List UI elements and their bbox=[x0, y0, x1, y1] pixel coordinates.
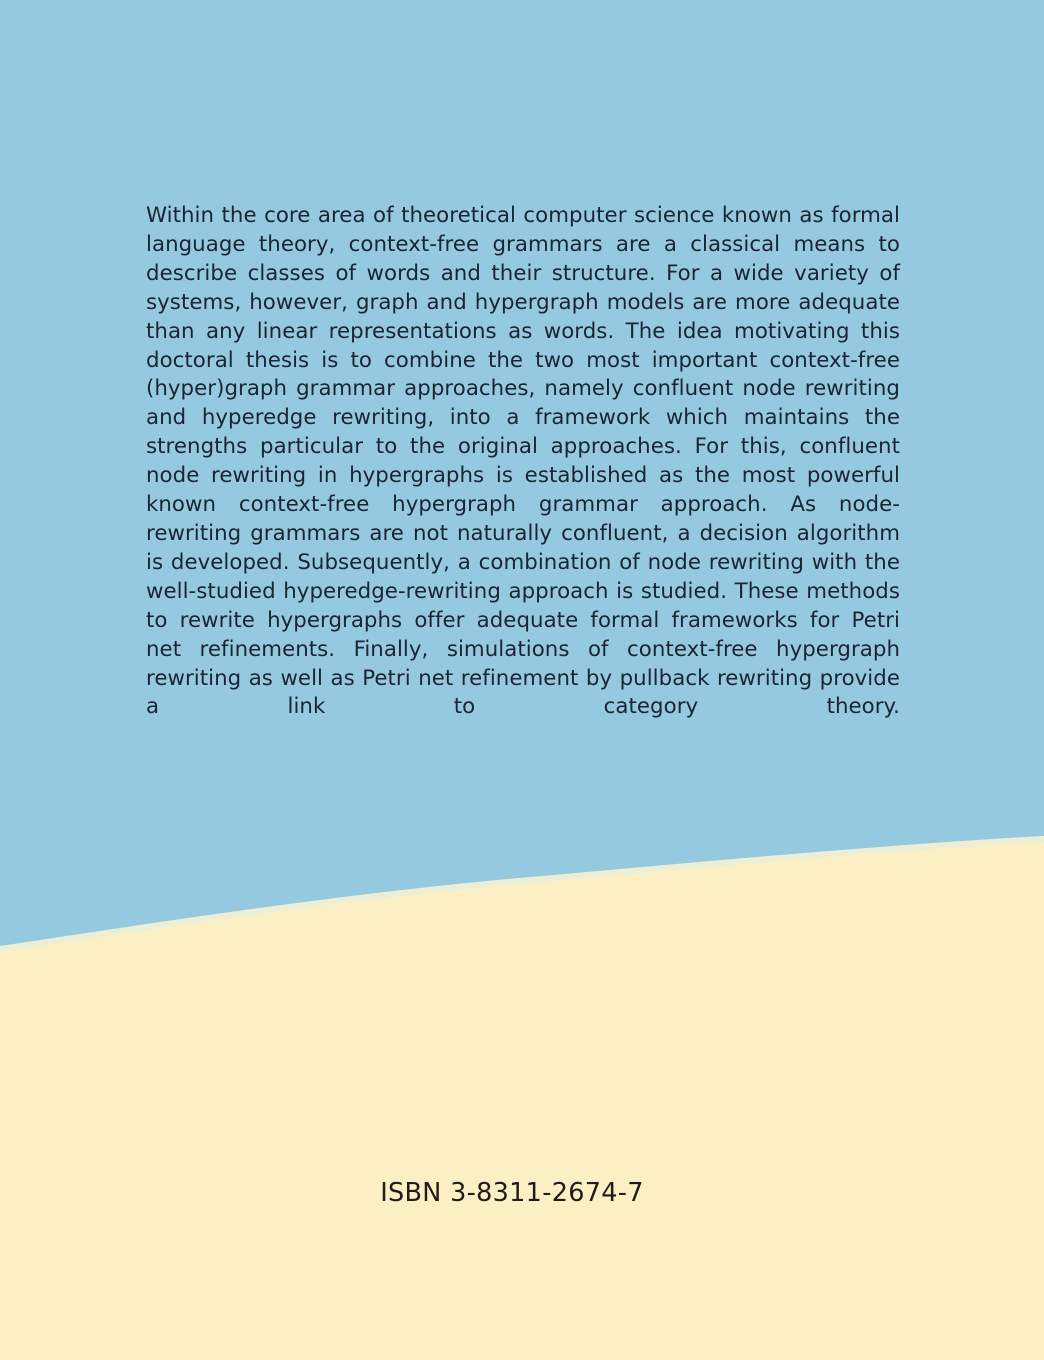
abstract-paragraph: Within the core area of theoretical computer science known as formal language theory, context-free grammars are a classical means to describe classes of words and their structure. For a wide variety of systems, however, graph and hypergraph models are more adequate than any linear representations as words. The idea motivating this doctoral thesis is to combine the two most important context-free (hyper)graph grammar approaches, namely confluent node rewriting and hyperedge rewriting, into a framework which maintains the strengths particular to the original approaches. For this, confluent node rewriting in hypergraphs is established as the most powerful known context-free hypergraph grammar approach. As node-rewriting grammars are not naturally confluent, a decision algorithm is developed. Subsequently, a combination of node rewriting with the well-studied hyperedge-rewriting approach is studied. These methods to rewrite hypergraphs offer adequate formal frameworks for Petri net refinements. Finally, simulations of context-free hypergraph rewriting as well as Petri net refinement by pullback rewriting provide a link to category theory. bbox=[146, 203, 900, 720]
abstract-text-block bbox=[146, 202, 900, 751]
isbn-text: ISBN 3-8311-2674-7 bbox=[380, 1178, 644, 1208]
isbn-line bbox=[0, 1178, 1044, 1208]
